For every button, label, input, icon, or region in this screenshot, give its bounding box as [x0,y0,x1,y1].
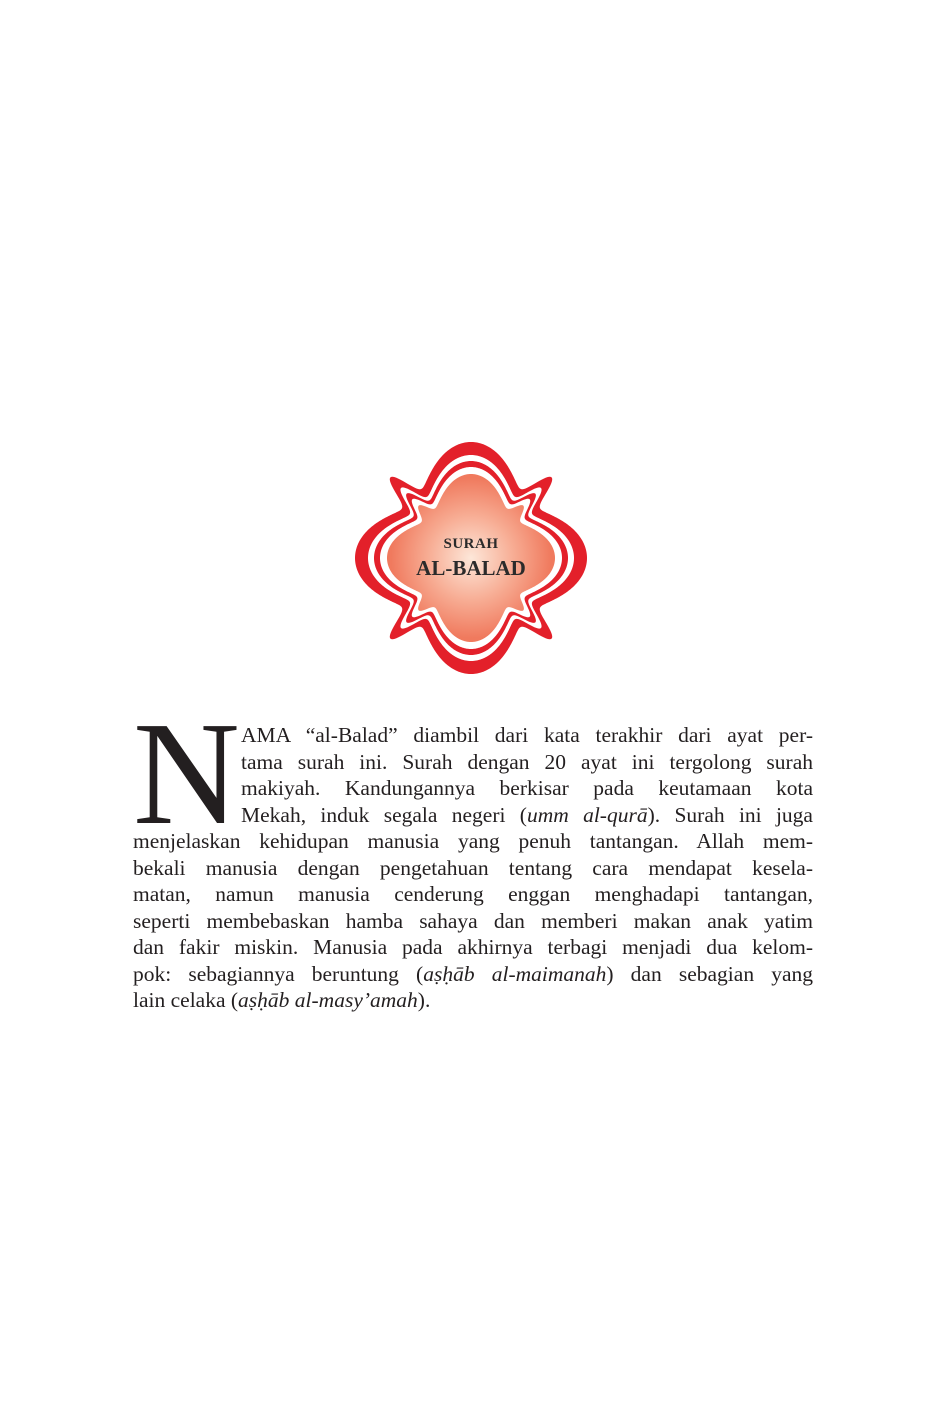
text-line [133,802,813,829]
drop-cap: N [133,692,240,856]
text-line [133,722,813,749]
text-line [133,908,813,935]
text-segment: makiyah. Kandungannya berkisar pada keutamaan kota [241,776,813,800]
text-segment: seperti membebaskan hamba sahaya dan memberi makan anak yatim [133,908,813,933]
text-segment: ). Surah ini juga [647,802,813,827]
italic-term: umm al-qurā [526,802,648,827]
text-segment: tama surah ini. Surah dengan 20 ayat ini tergolong surah [241,749,813,774]
text-line [133,749,813,776]
text-line [133,987,813,1014]
text-segment: ) dan sebagian yang [606,961,813,986]
text-line [133,828,813,855]
text-line [133,855,813,882]
text-line [133,775,813,802]
article-body [133,722,813,1014]
italic-term: aṣḥāb al-maimanah [423,961,607,986]
text-segment: AMA “al-Balad” diambil dari kata terakhir dari ayat per- [241,723,813,747]
surah-title: AL-BALAD [416,556,526,580]
text-segment: menjelaskan kehidupan manusia yang penuh tantangan. Allah mem- [133,829,813,853]
text-segment: dan fakir miskin. Manusia pada akhirnya terbagi menjadi dua kelom- [133,935,813,959]
text-segment: lain celaka ( [133,988,239,1012]
surah-label: SURAH [443,536,499,552]
text-line [133,881,813,908]
italic-term: aṣḥāb al-masy’amah [238,988,418,1012]
emblem-text [354,441,588,675]
text-segment: pok: sebagiannya beruntung ( [133,961,424,986]
text-line [133,961,813,988]
text-line [133,934,813,961]
text-segment: matan, namun manusia cenderung enggan menghadapi tantangan, [133,882,813,906]
text-segment: ). [417,988,431,1012]
surah-emblem [354,441,588,675]
text-segment: bekali manusia dengan pengetahuan tentang cara mendapat kesela- [133,855,813,880]
text-segment: Mekah, induk segala negeri ( [241,802,527,827]
